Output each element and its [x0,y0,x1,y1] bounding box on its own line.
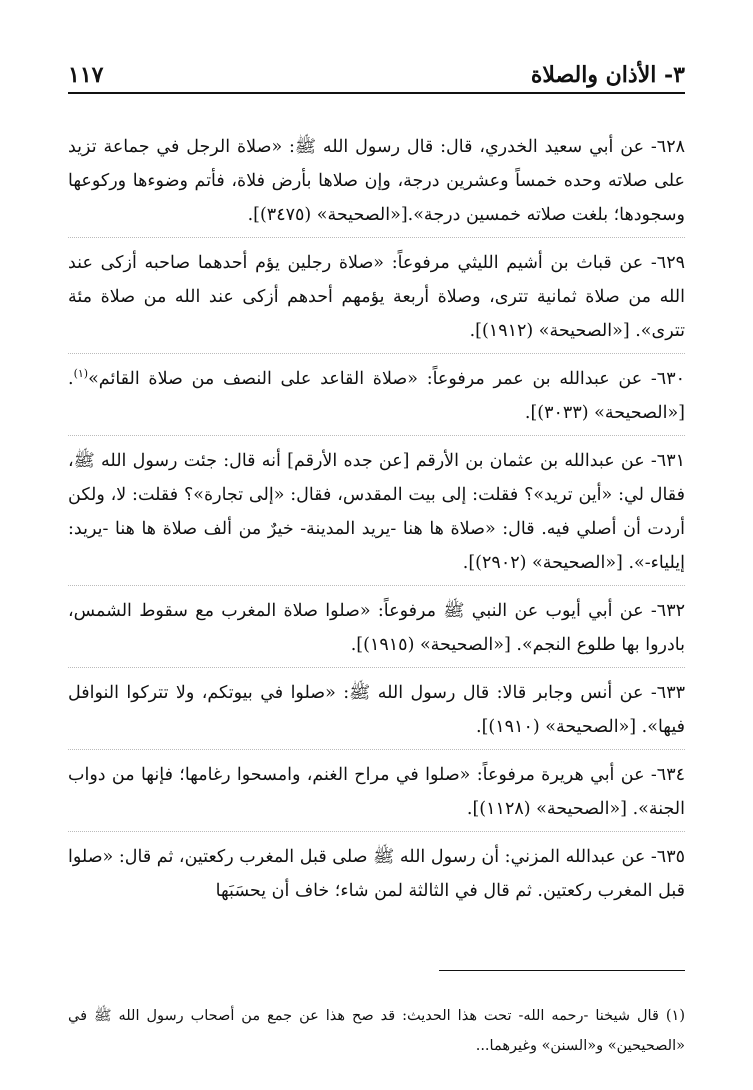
page-header [68,52,685,94]
hadith-630 [68,362,685,430]
hadith-628: ٦٢٨- عن أبي سعيد الخدري، قال: قال رسول الله ﷺ: «صلاة الرجل في جماعة تزيد على صلاته وحده خمساً وعشرين درجة، وإن صلاها بأرض فلاة، فأتم وضوءها وركوعها وسجودها؛ بلغت صلاته خمسين درجة».[«الصحيحة» (٣٤٧٥)]. [68,137,685,225]
footnote-divider [439,970,685,971]
hadith-629: ٦٢٩- عن قباث بن أشيم الليثي مرفوعاً: «صلاة رجلين يؤم أحدهما صاحبه أزكى عند الله من صلاة ثمانية تترى، وصلاة أربعة يؤمهم أحدهم أزكى عند الله من صلاة مئة تترى». [«الصحيحة» (١٩١٢)]. [68,246,685,348]
hadith-635: ٦٣٥- عن عبدالله المزني: أن رسول الله ﷺ صلى قبل المغرب ركعتين، ثم قال: «صلوا قبل المغرب ركعتين. ثم قال في الثالثة لمن شاء؛ خاف أن يحسَبَها [68,840,685,908]
hadith-630-text: ٦٣٠- عن عبدالله بن عمر مرفوعاً: «صلاة القاعد على النصف من صلاة القائم» [88,369,685,389]
footnote-reference[interactable]: (١) [73,367,89,381]
hadith-630-source: . [«الصحيحة» (٣٠٣٣)]. [68,369,685,423]
footnote: (١) قال شيخنا -رحمه الله- تحت هذا الحديث: قد صح هذا عن جمع من أصحاب رسول الله ﷺ في «الصحيحين» و«السنن» وغيرهما... [68,1007,685,1054]
hadith-631: ٦٣١- عن عبدالله بن عثمان بن الأرقم [عن جده الأرقم] أنه قال: جئت رسول الله ﷺ، فقال لي: «أين تريد»؟ فقلت: إلى بيت المقدس، فقال: «إلى تجارة»؟ فقلت: لا، ولكن أردت أن أصلي فيه. قال: «صلاة ها هنا -يريد المدينة- خيرٌ من ألف صلاة ها هنا -يريد: إيلياء-». [«الصحيحة» (٢٩٠٢)]. [68,444,685,580]
hadith-632: ٦٣٢- عن أبي أيوب عن النبي ﷺ مرفوعاً: «صلوا صلاة المغرب مع سقوط الشمس، بادروا بها طلوع النجم». [«الصحيحة» (١٩١٥)]. [68,594,685,662]
page-body [68,130,685,922]
hadith-634: ٦٣٤- عن أبي هريرة مرفوعاً: «صلوا في مراح الغنم، وامسحوا رغامها؛ فإنها من دواب الجنة». [«الصحيحة» (١١٢٨)]. [68,758,685,826]
chapter-title: ٣- الأذان والصلاة [530,62,685,88]
hadith-633: ٦٣٣- عن أنس وجابر قالا: قال رسول الله ﷺ: «صلوا في بيوتكم، ولا تتركوا النوافل فيها». [«الصحيحة» (١٩١٠)]. [68,676,685,744]
page-number: ١١٧ [68,62,104,88]
